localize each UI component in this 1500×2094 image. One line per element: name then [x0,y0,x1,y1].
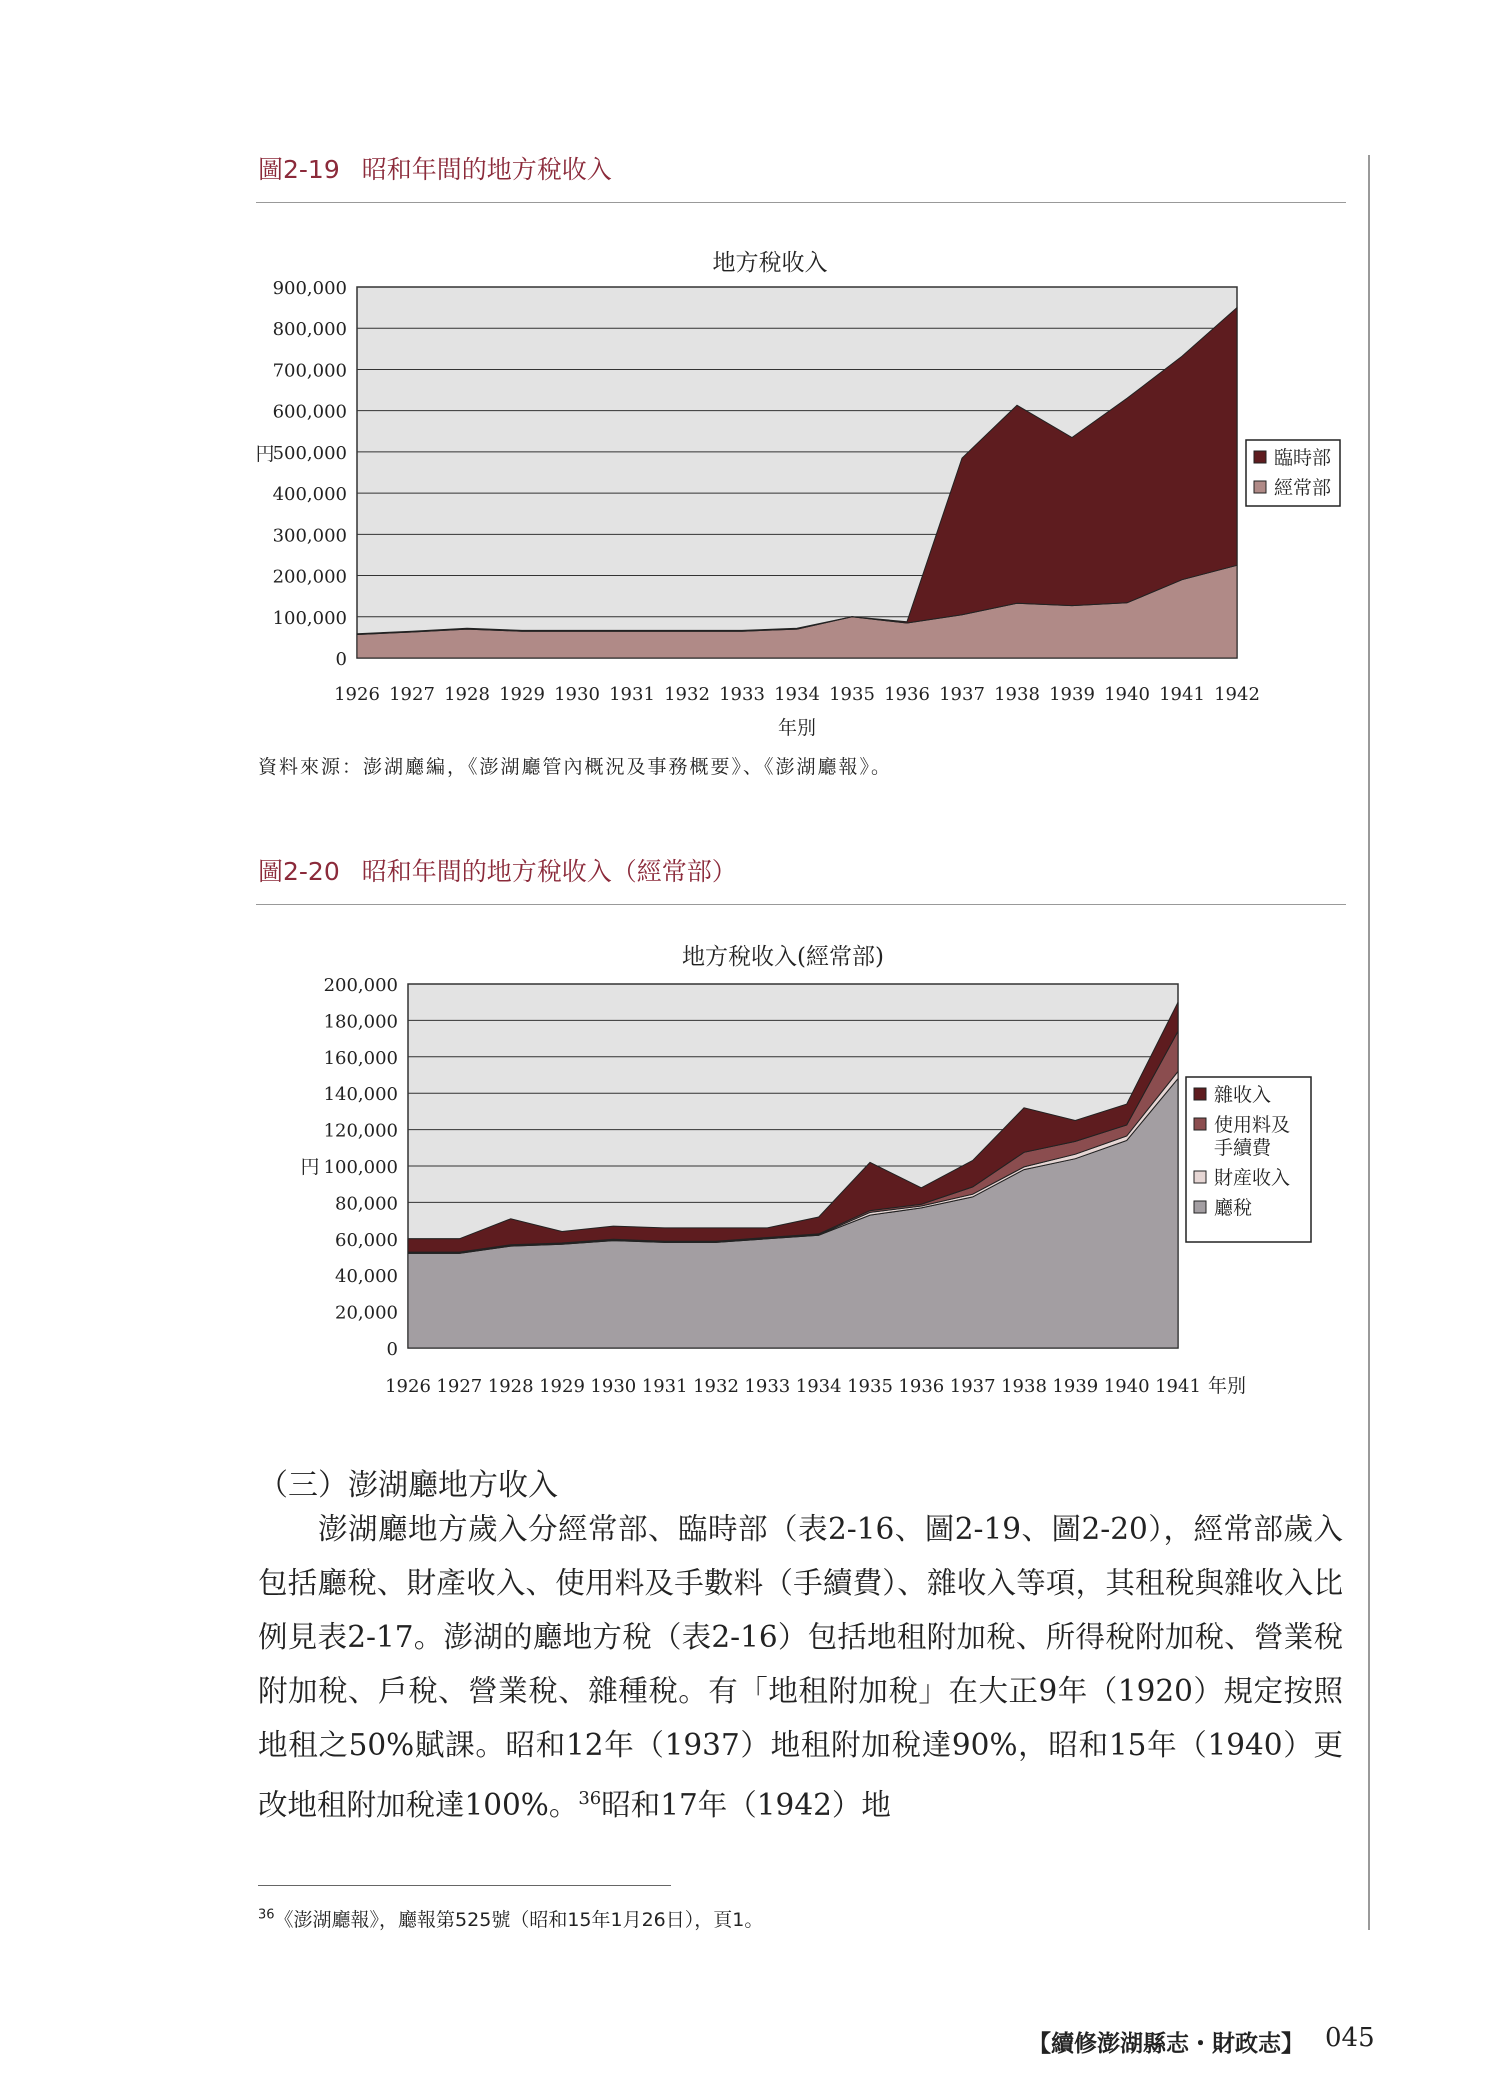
body-text: 澎湖廳地方歲入分經常部、臨時部（表2-16、圖2-19、圖2-20），經常部歲入包括廳稅、財產收入、使用料及手數料（手續費）、雜收入等項，其租稅與雜收入比例見表2-17。澎湖的廳地方稅（表2-16）包括地租附加稅、所得稅附加稅、營業稅附加稅、戶稅、營業稅、雜種稅。有「地租附加稅」在大正9年（1920）規定按照地租之50%賦課。昭和12年（1937）地租附加稅達90%，昭和15年（1940）更改地租附加稅達100%。 [258,1512,1343,1822]
y-tick-label: 600,000 [272,401,347,423]
x-tick-label: 1926 [385,1376,431,1397]
x-tick-label: 1940 [1104,684,1150,705]
legend-swatch [1194,1171,1206,1183]
y-tick-label: 100,000 [323,1157,398,1178]
running-header: 【續修澎湖縣志・財政志】 [1028,2030,1304,2057]
footnote [258,1905,763,1932]
x-tick-label: 1934 [774,684,820,705]
x-tick-label: 1938 [1001,1376,1047,1397]
legend-swatch [1194,1118,1206,1130]
y-tick-label: 300,000 [272,525,347,547]
legend-label: 財産收入 [1214,1167,1291,1189]
x-tick-label: 1933 [719,684,765,705]
chart-title: 地方稅收入(經常部) [682,944,884,970]
x-tick-label: 1927 [389,684,435,705]
footnote-rule [258,1885,671,1886]
x-tick-label: 1935 [847,1376,893,1397]
x-tick-label: 1931 [609,684,655,705]
y-tick-label: 80,000 [335,1193,398,1215]
source-note: 資料來源：澎湖廳編，《澎湖廳管內概況及事務概要》、《澎湖廳報》。 [258,756,893,778]
x-tick-label: 1936 [884,684,930,705]
x-tick-label: 1938 [994,684,1040,705]
y-axis-label: 円 [255,443,275,465]
y-tick-label: 800,000 [272,319,347,341]
legend-label: 使用料及 [1214,1114,1291,1136]
figure-caption: 昭和年間的地方稅收入 [361,155,612,184]
x-axis-label: 年別 [777,717,817,739]
x-tick-label: 1939 [1049,684,1095,705]
x-tick-label: 1930 [554,684,600,705]
x-tick-label: 1932 [693,1376,739,1397]
y-tick-label: 200,000 [323,975,398,996]
y-axis-label: 円 [300,1156,320,1178]
x-tick-label: 1930 [590,1376,637,1397]
y-tick-label: 500,000 [272,442,347,464]
x-tick-label: 1927 [436,1376,483,1397]
x-tick-label: 1928 [444,684,490,705]
x-tick-label: 1937 [939,684,985,705]
y-tick-label: 200,000 [272,566,347,588]
legend-label: 廳稅 [1214,1197,1253,1219]
x-tick-label: 1926 [334,684,380,705]
x-tick-label: 1941 [1159,684,1205,705]
y-tick-label: 20,000 [335,1302,398,1324]
y-tick-label: 160,000 [323,1047,398,1069]
x-tick-label: 1939 [1052,1376,1099,1397]
chart-title: 地方稅收入 [712,250,828,276]
page-number: 045 [1325,2023,1375,2053]
legend-label: 手續費 [1214,1137,1272,1159]
y-tick-label: 0 [386,1339,398,1360]
y-tick-label: 60,000 [335,1229,398,1251]
legend-swatch [1194,1088,1206,1100]
x-tick-label: 1932 [664,684,710,705]
footnote-ref: 36 [578,1788,602,1809]
figure-caption: 昭和年間的地方稅收入（經常部） [361,857,737,886]
legend-label: 雜收入 [1214,1084,1272,1106]
y-tick-label: 180,000 [323,1011,398,1033]
footnote-number: 36 [258,1907,275,1923]
x-tick-label: 1941 [1155,1376,1201,1397]
figure-number: 圖2-19 [258,155,340,184]
y-tick-label: 100,000 [272,607,347,629]
y-tick-label: 120,000 [323,1120,398,1142]
legend-swatch [1194,1201,1206,1213]
x-tick-label: 1940 [1103,1376,1150,1397]
y-tick-label: 40,000 [335,1266,398,1288]
legend-label: 經常部 [1274,477,1332,499]
x-axis-label: 年別 [1208,1375,1247,1397]
footnote-text: 《澎湖廳報》，廳報第525號（昭和15年1月26日），頁1。 [274,1909,764,1931]
figure-number: 圖2-20 [258,857,340,886]
y-tick-label: 900,000 [272,278,347,299]
y-tick-label: 400,000 [272,484,347,506]
body-paragraph [258,1502,1343,1832]
x-tick-label: 1936 [898,1376,945,1397]
y-tick-label: 0 [335,649,347,670]
legend-label: 臨時部 [1274,447,1332,469]
x-tick-label: 1931 [641,1376,688,1397]
x-tick-label: 1929 [539,1376,585,1397]
x-tick-label: 1929 [499,684,545,705]
section-heading: （三）澎湖廳地方收入 [258,1468,558,1503]
x-tick-label: 1934 [795,1376,842,1397]
body-text-tail: 昭和17年（1942）地 [601,1787,891,1822]
x-tick-label: 1942 [1214,684,1260,705]
y-tick-label: 700,000 [272,360,347,382]
x-tick-label: 1937 [949,1376,996,1397]
y-tick-label: 140,000 [323,1084,398,1106]
x-tick-label: 1935 [829,684,875,705]
x-tick-label: 1928 [487,1376,534,1397]
x-tick-label: 1933 [744,1376,791,1397]
